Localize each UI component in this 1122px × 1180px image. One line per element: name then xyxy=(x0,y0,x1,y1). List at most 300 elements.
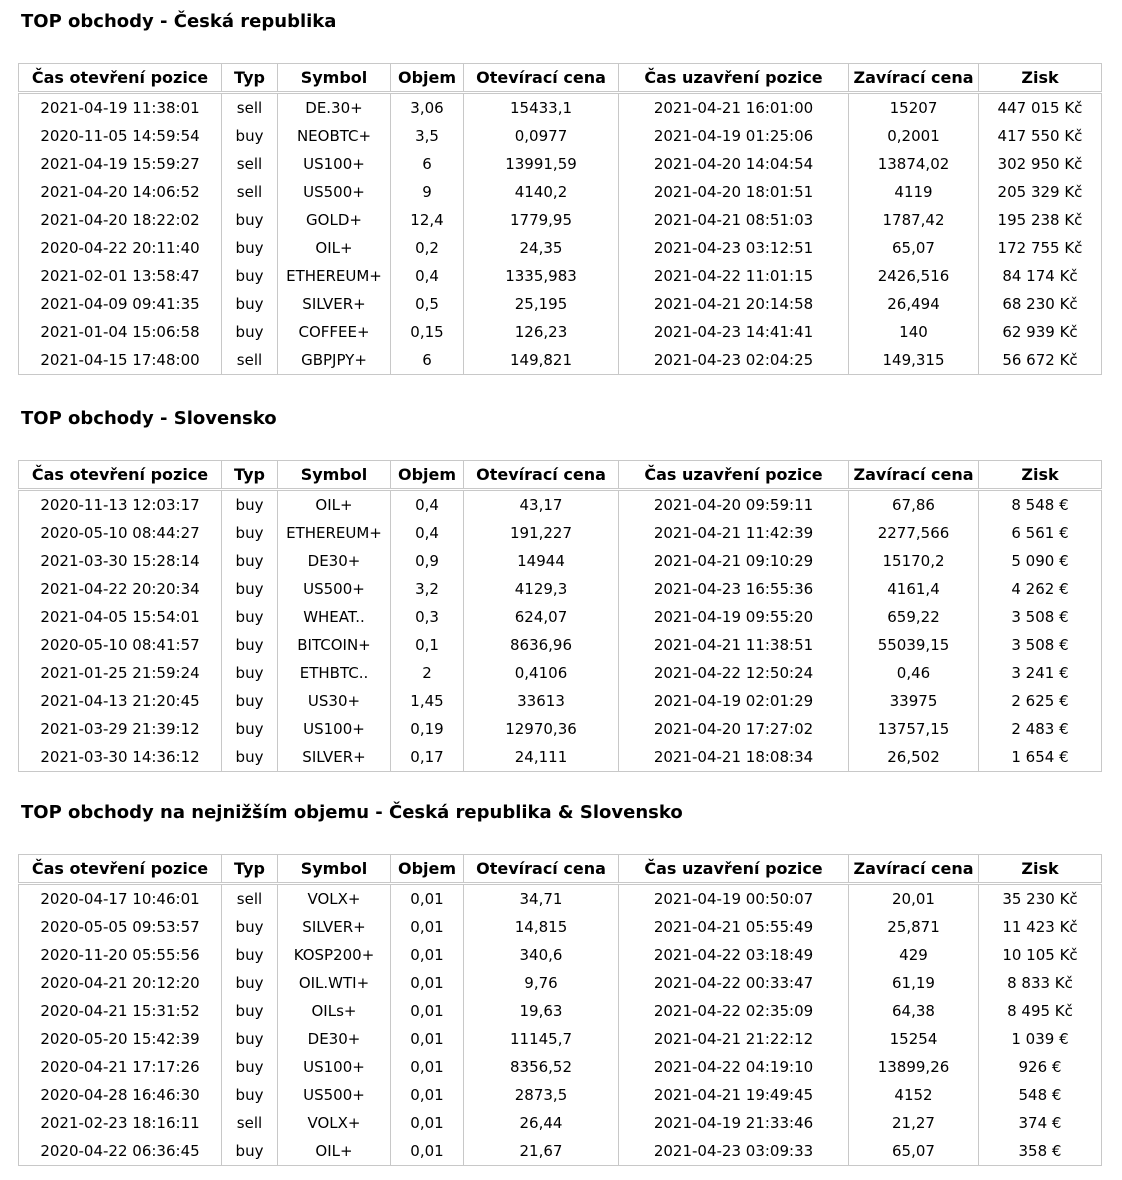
volume-cell: 0,01 xyxy=(391,1081,464,1109)
close-time-cell: 2021-04-23 03:09:33 xyxy=(619,1137,849,1166)
type-cell: buy xyxy=(222,1025,278,1053)
open-time-cell: 2021-04-09 09:41:35 xyxy=(19,290,222,318)
open-price-cell: 25,195 xyxy=(464,290,619,318)
open-time-cell: 2021-04-13 21:20:45 xyxy=(19,687,222,715)
volume-cell: 0,01 xyxy=(391,884,464,914)
volume-cell: 6 xyxy=(391,346,464,375)
symbol-cell: ETHEREUM+ xyxy=(278,519,391,547)
column-header: Typ xyxy=(222,461,278,490)
close-time-cell: 2021-04-20 09:59:11 xyxy=(619,490,849,520)
type-cell: buy xyxy=(222,603,278,631)
close-time-cell: 2021-04-19 09:55:20 xyxy=(619,603,849,631)
volume-cell: 12,4 xyxy=(391,206,464,234)
type-cell: buy xyxy=(222,659,278,687)
close-price-cell: 13874,02 xyxy=(849,150,979,178)
profit-cell: 205 329 Kč xyxy=(979,178,1102,206)
open-price-cell: 19,63 xyxy=(464,997,619,1025)
open-price-cell: 24,111 xyxy=(464,743,619,772)
open-time-cell: 2021-02-23 18:16:11 xyxy=(19,1109,222,1137)
volume-cell: 3,5 xyxy=(391,122,464,150)
profit-cell: 35 230 Kč xyxy=(979,884,1102,914)
volume-cell: 3,2 xyxy=(391,575,464,603)
type-cell: buy xyxy=(222,234,278,262)
close-time-cell: 2021-04-21 19:49:45 xyxy=(619,1081,849,1109)
type-cell: buy xyxy=(222,631,278,659)
type-cell: sell xyxy=(222,1109,278,1137)
open-time-cell: 2021-01-25 21:59:24 xyxy=(19,659,222,687)
symbol-cell: BITCOIN+ xyxy=(278,631,391,659)
symbol-cell: ETHBTC.. xyxy=(278,659,391,687)
column-header: Objem xyxy=(391,855,464,884)
close-time-cell: 2021-04-22 04:19:10 xyxy=(619,1053,849,1081)
symbol-cell: OIL.WTI+ xyxy=(278,969,391,997)
open-price-cell: 12970,36 xyxy=(464,715,619,743)
close-time-cell: 2021-04-21 20:14:58 xyxy=(619,290,849,318)
close-price-cell: 149,315 xyxy=(849,346,979,375)
section-title: TOP obchody na nejnižším objemu - Česká republika & Slovensko xyxy=(21,802,683,823)
open-time-cell: 2020-04-22 20:11:40 xyxy=(19,234,222,262)
type-cell: buy xyxy=(222,122,278,150)
symbol-cell: US500+ xyxy=(278,178,391,206)
profit-cell: 8 495 Kč xyxy=(979,997,1102,1025)
table-row xyxy=(19,687,1102,715)
volume-cell: 0,4 xyxy=(391,490,464,520)
profit-cell: 548 € xyxy=(979,1081,1102,1109)
symbol-cell: US500+ xyxy=(278,575,391,603)
close-price-cell: 61,19 xyxy=(849,969,979,997)
table-row xyxy=(19,206,1102,234)
close-price-cell: 25,871 xyxy=(849,913,979,941)
column-header: Zisk xyxy=(979,64,1102,93)
profit-cell: 3 508 € xyxy=(979,603,1102,631)
open-price-cell: 13991,59 xyxy=(464,150,619,178)
close-time-cell: 2021-04-22 11:01:15 xyxy=(619,262,849,290)
close-time-cell: 2021-04-20 18:01:51 xyxy=(619,178,849,206)
table-header-row xyxy=(19,855,1102,884)
close-time-cell: 2021-04-21 09:10:29 xyxy=(619,547,849,575)
close-price-cell: 140 xyxy=(849,318,979,346)
column-header: Čas uzavření pozice xyxy=(619,64,849,93)
open-price-cell: 2873,5 xyxy=(464,1081,619,1109)
column-header: Objem xyxy=(391,64,464,93)
volume-cell: 0,17 xyxy=(391,743,464,772)
type-cell: buy xyxy=(222,575,278,603)
open-time-cell: 2021-02-01 13:58:47 xyxy=(19,262,222,290)
profit-cell: 1 039 € xyxy=(979,1025,1102,1053)
column-header: Zavírací cena xyxy=(849,461,979,490)
close-time-cell: 2021-04-21 16:01:00 xyxy=(619,93,849,123)
table-row xyxy=(19,178,1102,206)
open-price-cell: 126,23 xyxy=(464,318,619,346)
column-header: Čas uzavření pozice xyxy=(619,855,849,884)
column-header: Čas otevření pozice xyxy=(19,461,222,490)
close-price-cell: 0,46 xyxy=(849,659,979,687)
type-cell: buy xyxy=(222,743,278,772)
column-header: Otevírací cena xyxy=(464,461,619,490)
column-header: Typ xyxy=(222,855,278,884)
table-row xyxy=(19,631,1102,659)
column-header: Zavírací cena xyxy=(849,64,979,93)
table-row xyxy=(19,1025,1102,1053)
close-time-cell: 2021-04-20 14:04:54 xyxy=(619,150,849,178)
table-row xyxy=(19,1081,1102,1109)
type-cell: buy xyxy=(222,206,278,234)
table-row xyxy=(19,346,1102,375)
volume-cell: 0,19 xyxy=(391,715,464,743)
trades-table xyxy=(18,460,1102,772)
symbol-cell: SILVER+ xyxy=(278,743,391,772)
volume-cell: 0,3 xyxy=(391,603,464,631)
table-row xyxy=(19,884,1102,914)
type-cell: buy xyxy=(222,969,278,997)
profit-cell: 4 262 € xyxy=(979,575,1102,603)
symbol-cell: US500+ xyxy=(278,1081,391,1109)
volume-cell: 0,1 xyxy=(391,631,464,659)
profit-cell: 926 € xyxy=(979,1053,1102,1081)
profit-cell: 358 € xyxy=(979,1137,1102,1166)
volume-cell: 0,5 xyxy=(391,290,464,318)
table-row xyxy=(19,150,1102,178)
type-cell: buy xyxy=(222,519,278,547)
type-cell: sell xyxy=(222,884,278,914)
symbol-cell: WHEAT.. xyxy=(278,603,391,631)
close-time-cell: 2021-04-22 02:35:09 xyxy=(619,997,849,1025)
table-row xyxy=(19,743,1102,772)
table-row xyxy=(19,941,1102,969)
open-price-cell: 21,67 xyxy=(464,1137,619,1166)
table-row xyxy=(19,1109,1102,1137)
profit-cell: 6 561 € xyxy=(979,519,1102,547)
open-time-cell: 2020-04-21 17:17:26 xyxy=(19,1053,222,1081)
symbol-cell: KOSP200+ xyxy=(278,941,391,969)
close-time-cell: 2021-04-19 01:25:06 xyxy=(619,122,849,150)
column-header: Zisk xyxy=(979,461,1102,490)
close-price-cell: 67,86 xyxy=(849,490,979,520)
close-price-cell: 13757,15 xyxy=(849,715,979,743)
volume-cell: 9 xyxy=(391,178,464,206)
column-header: Symbol xyxy=(278,855,391,884)
open-price-cell: 191,227 xyxy=(464,519,619,547)
open-time-cell: 2021-03-29 21:39:12 xyxy=(19,715,222,743)
type-cell: buy xyxy=(222,547,278,575)
close-price-cell: 13899,26 xyxy=(849,1053,979,1081)
open-price-cell: 15433,1 xyxy=(464,93,619,123)
column-header: Typ xyxy=(222,64,278,93)
open-price-cell: 33613 xyxy=(464,687,619,715)
symbol-cell: US30+ xyxy=(278,687,391,715)
volume-cell: 0,2 xyxy=(391,234,464,262)
open-price-cell: 340,6 xyxy=(464,941,619,969)
open-price-cell: 14,815 xyxy=(464,913,619,941)
type-cell: buy xyxy=(222,318,278,346)
close-time-cell: 2021-04-22 00:33:47 xyxy=(619,969,849,997)
table-row xyxy=(19,969,1102,997)
close-time-cell: 2021-04-21 11:42:39 xyxy=(619,519,849,547)
open-time-cell: 2021-04-15 17:48:00 xyxy=(19,346,222,375)
table-row xyxy=(19,234,1102,262)
open-time-cell: 2020-05-10 08:44:27 xyxy=(19,519,222,547)
volume-cell: 0,01 xyxy=(391,1025,464,1053)
open-price-cell: 11145,7 xyxy=(464,1025,619,1053)
type-cell: sell xyxy=(222,346,278,375)
volume-cell: 0,15 xyxy=(391,318,464,346)
volume-cell: 0,01 xyxy=(391,997,464,1025)
close-time-cell: 2021-04-21 21:22:12 xyxy=(619,1025,849,1053)
close-time-cell: 2021-04-21 05:55:49 xyxy=(619,913,849,941)
column-header: Objem xyxy=(391,461,464,490)
close-price-cell: 65,07 xyxy=(849,234,979,262)
volume-cell: 0,01 xyxy=(391,1109,464,1137)
open-time-cell: 2020-11-20 05:55:56 xyxy=(19,941,222,969)
column-header: Otevírací cena xyxy=(464,64,619,93)
profit-cell: 8 548 € xyxy=(979,490,1102,520)
close-price-cell: 64,38 xyxy=(849,997,979,1025)
type-cell: sell xyxy=(222,93,278,123)
profit-cell: 302 950 Kč xyxy=(979,150,1102,178)
close-time-cell: 2021-04-19 21:33:46 xyxy=(619,1109,849,1137)
close-time-cell: 2021-04-21 11:38:51 xyxy=(619,631,849,659)
profit-cell: 62 939 Kč xyxy=(979,318,1102,346)
close-time-cell: 2021-04-22 12:50:24 xyxy=(619,659,849,687)
close-price-cell: 2277,566 xyxy=(849,519,979,547)
profit-cell: 417 550 Kč xyxy=(979,122,1102,150)
open-time-cell: 2021-03-30 14:36:12 xyxy=(19,743,222,772)
volume-cell: 0,01 xyxy=(391,1137,464,1166)
symbol-cell: GBPJPY+ xyxy=(278,346,391,375)
symbol-cell: COFFEE+ xyxy=(278,318,391,346)
symbol-cell: DE.30+ xyxy=(278,93,391,123)
close-price-cell: 55039,15 xyxy=(849,631,979,659)
symbol-cell: NEOBTC+ xyxy=(278,122,391,150)
column-header: Čas otevření pozice xyxy=(19,855,222,884)
open-time-cell: 2021-04-20 14:06:52 xyxy=(19,178,222,206)
section-title: TOP obchody - Česká republika xyxy=(21,11,337,32)
symbol-cell: VOLX+ xyxy=(278,884,391,914)
profit-cell: 2 625 € xyxy=(979,687,1102,715)
type-cell: buy xyxy=(222,262,278,290)
close-time-cell: 2021-04-23 03:12:51 xyxy=(619,234,849,262)
open-time-cell: 2021-04-05 15:54:01 xyxy=(19,603,222,631)
profit-cell: 8 833 Kč xyxy=(979,969,1102,997)
volume-cell: 0,01 xyxy=(391,969,464,997)
close-price-cell: 4161,4 xyxy=(849,575,979,603)
open-price-cell: 34,71 xyxy=(464,884,619,914)
table-header-row xyxy=(19,461,1102,490)
table-row xyxy=(19,575,1102,603)
volume-cell: 0,01 xyxy=(391,913,464,941)
profit-cell: 56 672 Kč xyxy=(979,346,1102,375)
open-time-cell: 2020-04-28 16:46:30 xyxy=(19,1081,222,1109)
open-time-cell: 2021-04-19 15:59:27 xyxy=(19,150,222,178)
symbol-cell: SILVER+ xyxy=(278,913,391,941)
close-price-cell: 4119 xyxy=(849,178,979,206)
close-price-cell: 429 xyxy=(849,941,979,969)
close-price-cell: 2426,516 xyxy=(849,262,979,290)
open-time-cell: 2020-05-05 09:53:57 xyxy=(19,913,222,941)
close-price-cell: 15254 xyxy=(849,1025,979,1053)
open-price-cell: 43,17 xyxy=(464,490,619,520)
close-price-cell: 15207 xyxy=(849,93,979,123)
profit-cell: 5 090 € xyxy=(979,547,1102,575)
column-header: Zavírací cena xyxy=(849,855,979,884)
symbol-cell: ETHEREUM+ xyxy=(278,262,391,290)
profit-cell: 374 € xyxy=(979,1109,1102,1137)
open-price-cell: 4140,2 xyxy=(464,178,619,206)
table-row xyxy=(19,913,1102,941)
close-price-cell: 65,07 xyxy=(849,1137,979,1166)
close-time-cell: 2021-04-23 02:04:25 xyxy=(619,346,849,375)
table-header-row xyxy=(19,64,1102,93)
close-time-cell: 2021-04-19 02:01:29 xyxy=(619,687,849,715)
open-price-cell: 0,0977 xyxy=(464,122,619,150)
close-time-cell: 2021-04-23 14:41:41 xyxy=(619,318,849,346)
table-row xyxy=(19,519,1102,547)
profit-cell: 10 105 Kč xyxy=(979,941,1102,969)
close-price-cell: 33975 xyxy=(849,687,979,715)
profit-cell: 84 174 Kč xyxy=(979,262,1102,290)
column-header: Zisk xyxy=(979,855,1102,884)
close-time-cell: 2021-04-20 17:27:02 xyxy=(619,715,849,743)
type-cell: buy xyxy=(222,1081,278,1109)
open-time-cell: 2020-11-13 12:03:17 xyxy=(19,490,222,520)
volume-cell: 6 xyxy=(391,150,464,178)
open-time-cell: 2020-11-05 14:59:54 xyxy=(19,122,222,150)
column-header: Čas otevření pozice xyxy=(19,64,222,93)
symbol-cell: DE30+ xyxy=(278,1025,391,1053)
open-time-cell: 2020-05-20 15:42:39 xyxy=(19,1025,222,1053)
close-price-cell: 21,27 xyxy=(849,1109,979,1137)
section-title: TOP obchody - Slovensko xyxy=(21,408,277,429)
type-cell: buy xyxy=(222,715,278,743)
open-price-cell: 8356,52 xyxy=(464,1053,619,1081)
close-time-cell: 2021-04-23 16:55:36 xyxy=(619,575,849,603)
open-price-cell: 1779,95 xyxy=(464,206,619,234)
symbol-cell: US100+ xyxy=(278,1053,391,1081)
open-time-cell: 2020-04-17 10:46:01 xyxy=(19,884,222,914)
close-price-cell: 659,22 xyxy=(849,603,979,631)
table-row xyxy=(19,547,1102,575)
volume-cell: 1,45 xyxy=(391,687,464,715)
open-time-cell: 2021-03-30 15:28:14 xyxy=(19,547,222,575)
table-row xyxy=(19,997,1102,1025)
type-cell: buy xyxy=(222,997,278,1025)
symbol-cell: GOLD+ xyxy=(278,206,391,234)
profit-cell: 3 241 € xyxy=(979,659,1102,687)
type-cell: buy xyxy=(222,687,278,715)
symbol-cell: OIL+ xyxy=(278,234,391,262)
type-cell: buy xyxy=(222,913,278,941)
volume-cell: 3,06 xyxy=(391,93,464,123)
open-price-cell: 1335,983 xyxy=(464,262,619,290)
trades-table xyxy=(18,63,1102,375)
column-header: Symbol xyxy=(278,461,391,490)
volume-cell: 0,4 xyxy=(391,519,464,547)
close-price-cell: 4152 xyxy=(849,1081,979,1109)
open-price-cell: 9,76 xyxy=(464,969,619,997)
volume-cell: 2 xyxy=(391,659,464,687)
close-price-cell: 26,494 xyxy=(849,290,979,318)
symbol-cell: OIL+ xyxy=(278,1137,391,1166)
close-time-cell: 2021-04-19 00:50:07 xyxy=(619,884,849,914)
type-cell: buy xyxy=(222,290,278,318)
volume-cell: 0,01 xyxy=(391,941,464,969)
open-price-cell: 24,35 xyxy=(464,234,619,262)
type-cell: buy xyxy=(222,1137,278,1166)
symbol-cell: OILs+ xyxy=(278,997,391,1025)
close-price-cell: 1787,42 xyxy=(849,206,979,234)
column-header: Otevírací cena xyxy=(464,855,619,884)
symbol-cell: DE30+ xyxy=(278,547,391,575)
column-header: Čas uzavření pozice xyxy=(619,461,849,490)
volume-cell: 0,4 xyxy=(391,262,464,290)
table-row xyxy=(19,93,1102,123)
table-row xyxy=(19,262,1102,290)
table-row xyxy=(19,659,1102,687)
open-time-cell: 2020-04-22 06:36:45 xyxy=(19,1137,222,1166)
close-price-cell: 0,2001 xyxy=(849,122,979,150)
open-price-cell: 149,821 xyxy=(464,346,619,375)
open-time-cell: 2021-04-22 20:20:34 xyxy=(19,575,222,603)
open-price-cell: 4129,3 xyxy=(464,575,619,603)
profit-cell: 11 423 Kč xyxy=(979,913,1102,941)
close-price-cell: 15170,2 xyxy=(849,547,979,575)
column-header: Symbol xyxy=(278,64,391,93)
table-row xyxy=(19,290,1102,318)
symbol-cell: VOLX+ xyxy=(278,1109,391,1137)
open-price-cell: 624,07 xyxy=(464,603,619,631)
profit-cell: 172 755 Kč xyxy=(979,234,1102,262)
profit-cell: 447 015 Kč xyxy=(979,93,1102,123)
table-row xyxy=(19,603,1102,631)
profit-cell: 195 238 Kč xyxy=(979,206,1102,234)
profit-cell: 2 483 € xyxy=(979,715,1102,743)
open-price-cell: 0,4106 xyxy=(464,659,619,687)
close-price-cell: 26,502 xyxy=(849,743,979,772)
open-price-cell: 14944 xyxy=(464,547,619,575)
symbol-cell: SILVER+ xyxy=(278,290,391,318)
table-row xyxy=(19,490,1102,520)
table-row xyxy=(19,1137,1102,1166)
open-time-cell: 2021-01-04 15:06:58 xyxy=(19,318,222,346)
open-time-cell: 2021-04-19 11:38:01 xyxy=(19,93,222,123)
close-time-cell: 2021-04-21 18:08:34 xyxy=(619,743,849,772)
open-time-cell: 2021-04-20 18:22:02 xyxy=(19,206,222,234)
symbol-cell: OIL+ xyxy=(278,490,391,520)
volume-cell: 0,01 xyxy=(391,1053,464,1081)
table-row xyxy=(19,1053,1102,1081)
table-row xyxy=(19,122,1102,150)
trades-table xyxy=(18,854,1102,1166)
symbol-cell: US100+ xyxy=(278,715,391,743)
open-time-cell: 2020-05-10 08:41:57 xyxy=(19,631,222,659)
open-price-cell: 26,44 xyxy=(464,1109,619,1137)
open-time-cell: 2020-04-21 15:31:52 xyxy=(19,997,222,1025)
open-price-cell: 8636,96 xyxy=(464,631,619,659)
symbol-cell: US100+ xyxy=(278,150,391,178)
type-cell: buy xyxy=(222,490,278,520)
close-price-cell: 20,01 xyxy=(849,884,979,914)
table-row xyxy=(19,318,1102,346)
table-row xyxy=(19,715,1102,743)
profit-cell: 1 654 € xyxy=(979,743,1102,772)
type-cell: sell xyxy=(222,150,278,178)
type-cell: sell xyxy=(222,178,278,206)
profit-cell: 68 230 Kč xyxy=(979,290,1102,318)
close-time-cell: 2021-04-21 08:51:03 xyxy=(619,206,849,234)
profit-cell: 3 508 € xyxy=(979,631,1102,659)
close-time-cell: 2021-04-22 03:18:49 xyxy=(619,941,849,969)
open-time-cell: 2020-04-21 20:12:20 xyxy=(19,969,222,997)
